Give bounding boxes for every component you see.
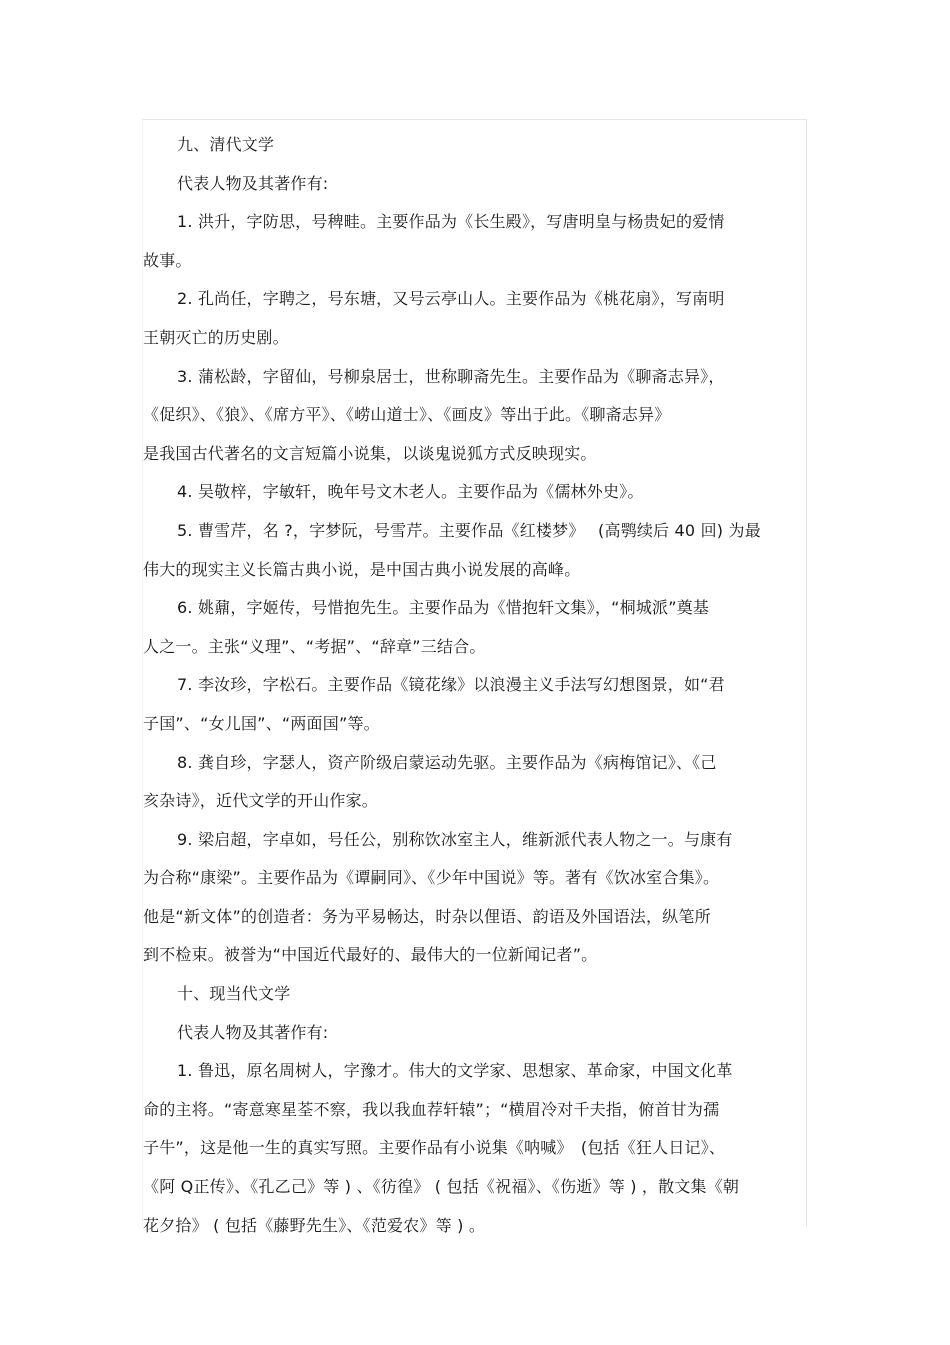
text-line: 亥杂诗》，近代文学的开山作家。 (143, 791, 379, 811)
text-line: 代表人物及其著作有: (177, 1022, 329, 1042)
text-line: 子国”、“女儿国”、“两面国”等。 (143, 713, 380, 733)
text-line: 花夕拾》 ( 包括《藤野先生》、《范爱农》等 ) 。 (143, 1215, 486, 1235)
text-line: 王朝灭亡的历史剧。 (143, 327, 289, 347)
text-line: 1. 洪升，字防思，号稗畦。主要作品为《长生殿》，写唐明皇与杨贵妃的爱情 (177, 212, 725, 232)
document-body (143, 126, 807, 1245)
text-line: 3. 蒲松龄，字留仙，号柳泉居士，世称聊斋先生。主要作品为《聊斋志异》， (177, 366, 725, 386)
text-line: 4. 吴敬梓，字敏轩，晚年号文木老人。主要作品为《儒林外史》。 (177, 482, 644, 502)
text-line: 9. 梁启超，字卓如，号任公，别称饮冰室主人，维新派代表人物之一。与康有 (177, 829, 733, 849)
text-line: 伟大的现实主义长篇古典小说，是中国古典小说发展的高峰。 (143, 559, 581, 579)
text-line: 他是“新文体”的创造者：务为平易畅达，时杂以俚语、韵语及外国语法，纵笔所 (143, 906, 711, 926)
text-line: 5. 曹雪芹，名 ?，字梦阮，号雪芹。主要作品《红楼梦》 (高鹗续后 40 回) 为最 (177, 520, 761, 540)
text-line: 是我国古代著名的文言短篇小说集，以谈鬼说狐方式反映现实。 (143, 443, 597, 463)
text-line: 6. 姚鼐，字姬传，号惜抱先生。主要作品为《惜抱轩文集》，“桐城派”奠基 (177, 598, 710, 618)
text-line: 1. 鲁迅，原名周树人，字豫才。伟大的文学家、思想家、革命家，中国文化革 (177, 1061, 733, 1081)
text-line: 7. 李汝珍，字松石。主要作品《镜花缘》以浪漫主义手法写幻想图景，如“君 (177, 675, 725, 695)
text-line: 《促织》、《狼》、《席方平》、《崂山道士》、《画皮》等出于此。《聊斋志异》 (143, 405, 671, 425)
text-line: 子牛”，这是他一生的真实写照。主要作品有小说集《呐喊》 (包括《狂人日记》、 (143, 1138, 726, 1158)
text-line: 代表人物及其著作有: (177, 173, 329, 193)
text-line: 到不检束。被誉为“中国近代最好的、最伟大的一位新闻记者”。 (143, 945, 598, 965)
text-line: 2. 孔尚任，字聘之，号东塘，又号云亭山人。主要作品为《桃花扇》，写南明 (177, 289, 725, 309)
text-line: 十、现当代文学 (177, 984, 291, 1004)
text-line: 九、清代文学 (177, 135, 275, 154)
text-line: 为合称“康梁”。主要作品为《谭嗣同》、《少年中国说》等。著有《饮冰室合集》。 (143, 868, 720, 888)
text-line: 人之一。主张“义理”、“考据”、“辞章”三结合。 (143, 636, 486, 656)
text-line: 故事。 (143, 250, 192, 270)
text-line: 8. 龚自珍，字瑟人，资产阶级启蒙运动先驱。主要作品为《病梅馆记》、《己 (177, 752, 717, 772)
text-line: 《阿 Q正传》、《孔乙己》等 ) 、《彷徨》 ( 包括《祝福》、《伤逝》等 ) ，散文集《朝 (143, 1177, 740, 1197)
text-line: 命的主将。“寄意寒星荃不察，我以我血荐轩辕”；“横眉冷对千夫指，俯首甘为孺 (143, 1099, 720, 1119)
